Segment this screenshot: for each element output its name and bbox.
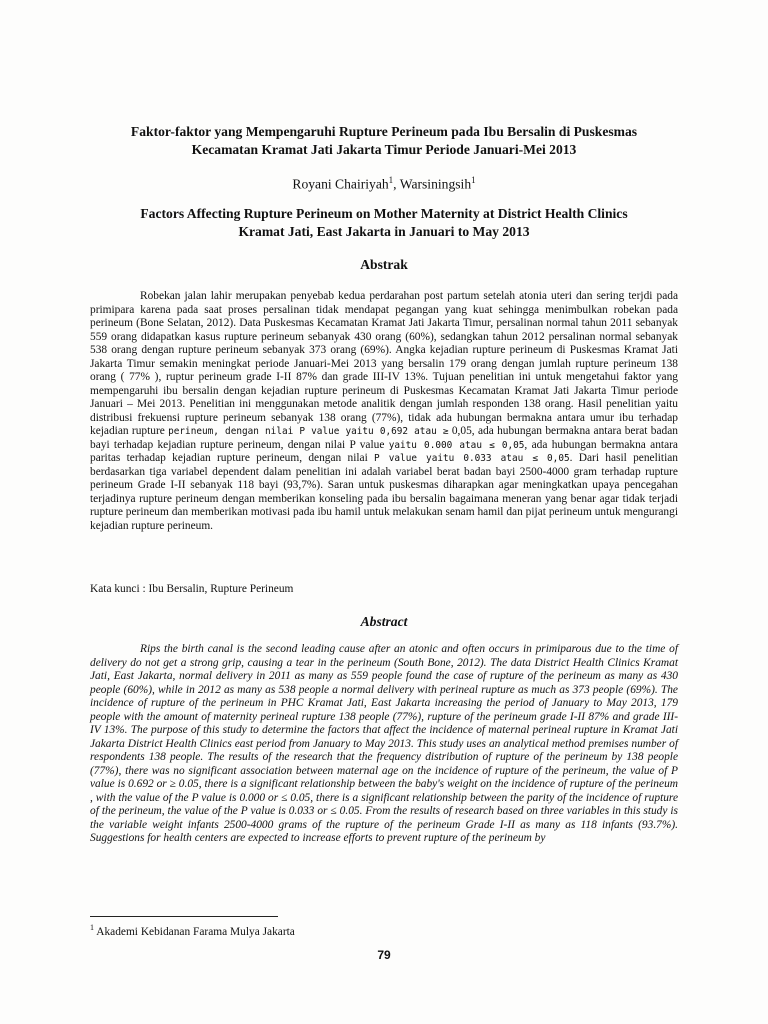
- page-number: 79: [377, 948, 391, 962]
- paper-title-indonesian: [80, 123, 688, 159]
- abstract-paragraph: Rips the birth canal is the second leading cause after an atonic and often occurs in primiparous due to the time of delivery do not get a strong grip, causing a tear in the perineum (South Bone, 2012). The data District Health Clinics Kramat Jati, East Jakarta, normal delivery in 2011 as many as 559 people found the case of rupture of the perineum as many as 430 people (60%), while in 2012 as many as 538 people a normal delivery with perineal rupture as much as 373 people (69%). The incidence of rupture of the perineum in PHC Kramat Jati, East Jakarta increasing the period of January to May 2013, 179 people with the amount of maternity perineal rupture 138 people (77%), rupture of the perineum grade I-II 87% and grade III-IV 13%. The purpose of this study to determine the factors that affect the incidence of maternal perineal rupture in Kramat Jati Jakarta District Health Clinics east period from January to May 2013. This study uses an analytical method premises number of respondents 138 people. The results of the research that the frequency distribution of rupture of the perineum by 138 people (77%), there was no significant association between maternal age on the incidence of rupture of the perineum, the value of P value is 0.692 or ≥ 0.05, there is a significant relationship between the baby's weight on the incidence of rupture of the perineum , with the value of the P value is 0.000 or ≤ 0.05, there is a significant relationship between the parity of the incidence of rupture of the perineum, the value of the P value is 0.033 or ≤ 0.05. From the results of research based on three variables in this study is the variable weight infants 2500-4000 grams of the rupture of the perineum Grade I-II as many as 118 infants (93.7%). Suggestions for health centers are expected to increase efforts to prevent rupture of the perineum by: [90, 643, 678, 844]
- abstrak-heading: Abstrak: [360, 257, 408, 272]
- footnote-mark: 1: [90, 923, 94, 932]
- abstract-heading: Abstract: [360, 614, 408, 629]
- footnote: [90, 921, 590, 939]
- footnote-divider: [90, 916, 278, 917]
- author-name: Royani Chairiyah: [292, 176, 389, 192]
- title-en-line-2: Kramat Jati, East Jakarta in Januari to May 2013: [238, 224, 530, 239]
- affiliation-mark: 1: [471, 175, 476, 185]
- abstrak-text: . Dari hasil penelitian berdasarkan tiga variabel dependent dalam penelitian ini adalah variabel berat badan bayi 2500-4000 gram terhadap rupture perineum Grade I-II sebanyak 118 bayi (93,7%). Saran untuk puskesmas diharapkan agar meningkatkan upaya pencegahan terjadinya rupture perineum dengan memberikan konseling pada ibu bersalin bagaimana meneran yang benar agar tidak terjadi rupture perineum dan memberikan motivasi pada ibu hamil untuk melakukan senam hamil dan pijat perineum untuk mengurangi kejadian rupture perineum.: [90, 452, 678, 532]
- footnote-text: Akademi Kebidanan Farama Mulya Jakarta: [94, 925, 295, 938]
- author-list: [80, 171, 688, 194]
- title-line-1: Faktor-faktor yang Mempengaruhi Rupture Perineum pada Ibu Bersalin di Puskesmas: [130, 124, 638, 139]
- keywords-line: Kata kunci : Ibu Bersalin, Rupture Perineum: [90, 583, 294, 595]
- paper-title-english: [80, 205, 688, 241]
- title-en-line-1: Factors Affecting Rupture Perineum on Mother Maternity at District Health Clinics: [140, 206, 628, 221]
- abstrak-text: , ada hubungan bermakna antara paritas terhadap kejadian rupture perineum, dengan nilai: [90, 438, 678, 464]
- title-line-2: Kecamatan Kramat Jati Jakarta Timur Periode Januari-Mei 2013: [191, 142, 577, 157]
- abstrak-stat-mono: yaitu 0.000 atau ≤ 0,05: [388, 439, 525, 451]
- abstrak-paragraph: [90, 290, 678, 533]
- abstrak-text: Robekan jalan lahir merupakan penyebab kedua perdarahan post partum setelah atonia uteri dan sering terjdi pada primipara karena pada saat proses persalinan tidak mendapat pegangan yang kuat sehingga menimbulkan robekan pada perineum (Bone Selatan, 2012). Data Puskesmas Kecamatan Kramat Jati Jakarta Timur, persalinan normal tahun 2011 sebanyak 559 orang didapatkan kasus rupture perineum sebanyak 430 orang (60%), sedangkan tahun 2012 persalinan normal sebanyak 538 orang dengan rupture perineum sebanyak 373 orang (69%). Angka kejadian rupture perineum di Puskesmas Kramat Jati Jakarta Timur semakin meningkat periode Januari-Mei 2013 yang bersalin 179 orang dengan jumlah rupture perineum 138 orang ( 77% ), ruptur perineum grade I-II 87% dan grade III-IV 13%. Tujuan penelitian ini untuk mengetahui faktor yang mempengaruhi ibu bersalin dengan kejadian rupture perineum di Puskesmas Kecamatan Kramat Jati Jakarta Timur periode Januari – Mei 2013. Penelitian ini menggunakan metode analitik dengan jumlah responden 138 orang. Hasil penelitian yaitu distribusi frekuensi rupture perineum sebanyak 138 orang (77%), tidak ada hubungan bermakna antara umur ibu terhadap kejadian rupture: [90, 290, 678, 437]
- author-name: Warsiningsih: [399, 176, 472, 192]
- abstrak-text: 0,05, ada hubungan bermakna antara berat badan bayi terhadap kejadian rupture perineum, dengan nilai P value: [90, 425, 678, 451]
- abstrak-stat-mono: perineum, dengan nilai P value yaitu 0,692 atau ≥: [168, 426, 449, 437]
- abstrak-stat-mono: P value yaitu 0.033 atau ≤ 0,05: [374, 453, 570, 464]
- affiliation-mark: 1: [388, 175, 394, 185]
- author-separator: ,: [393, 176, 400, 192]
